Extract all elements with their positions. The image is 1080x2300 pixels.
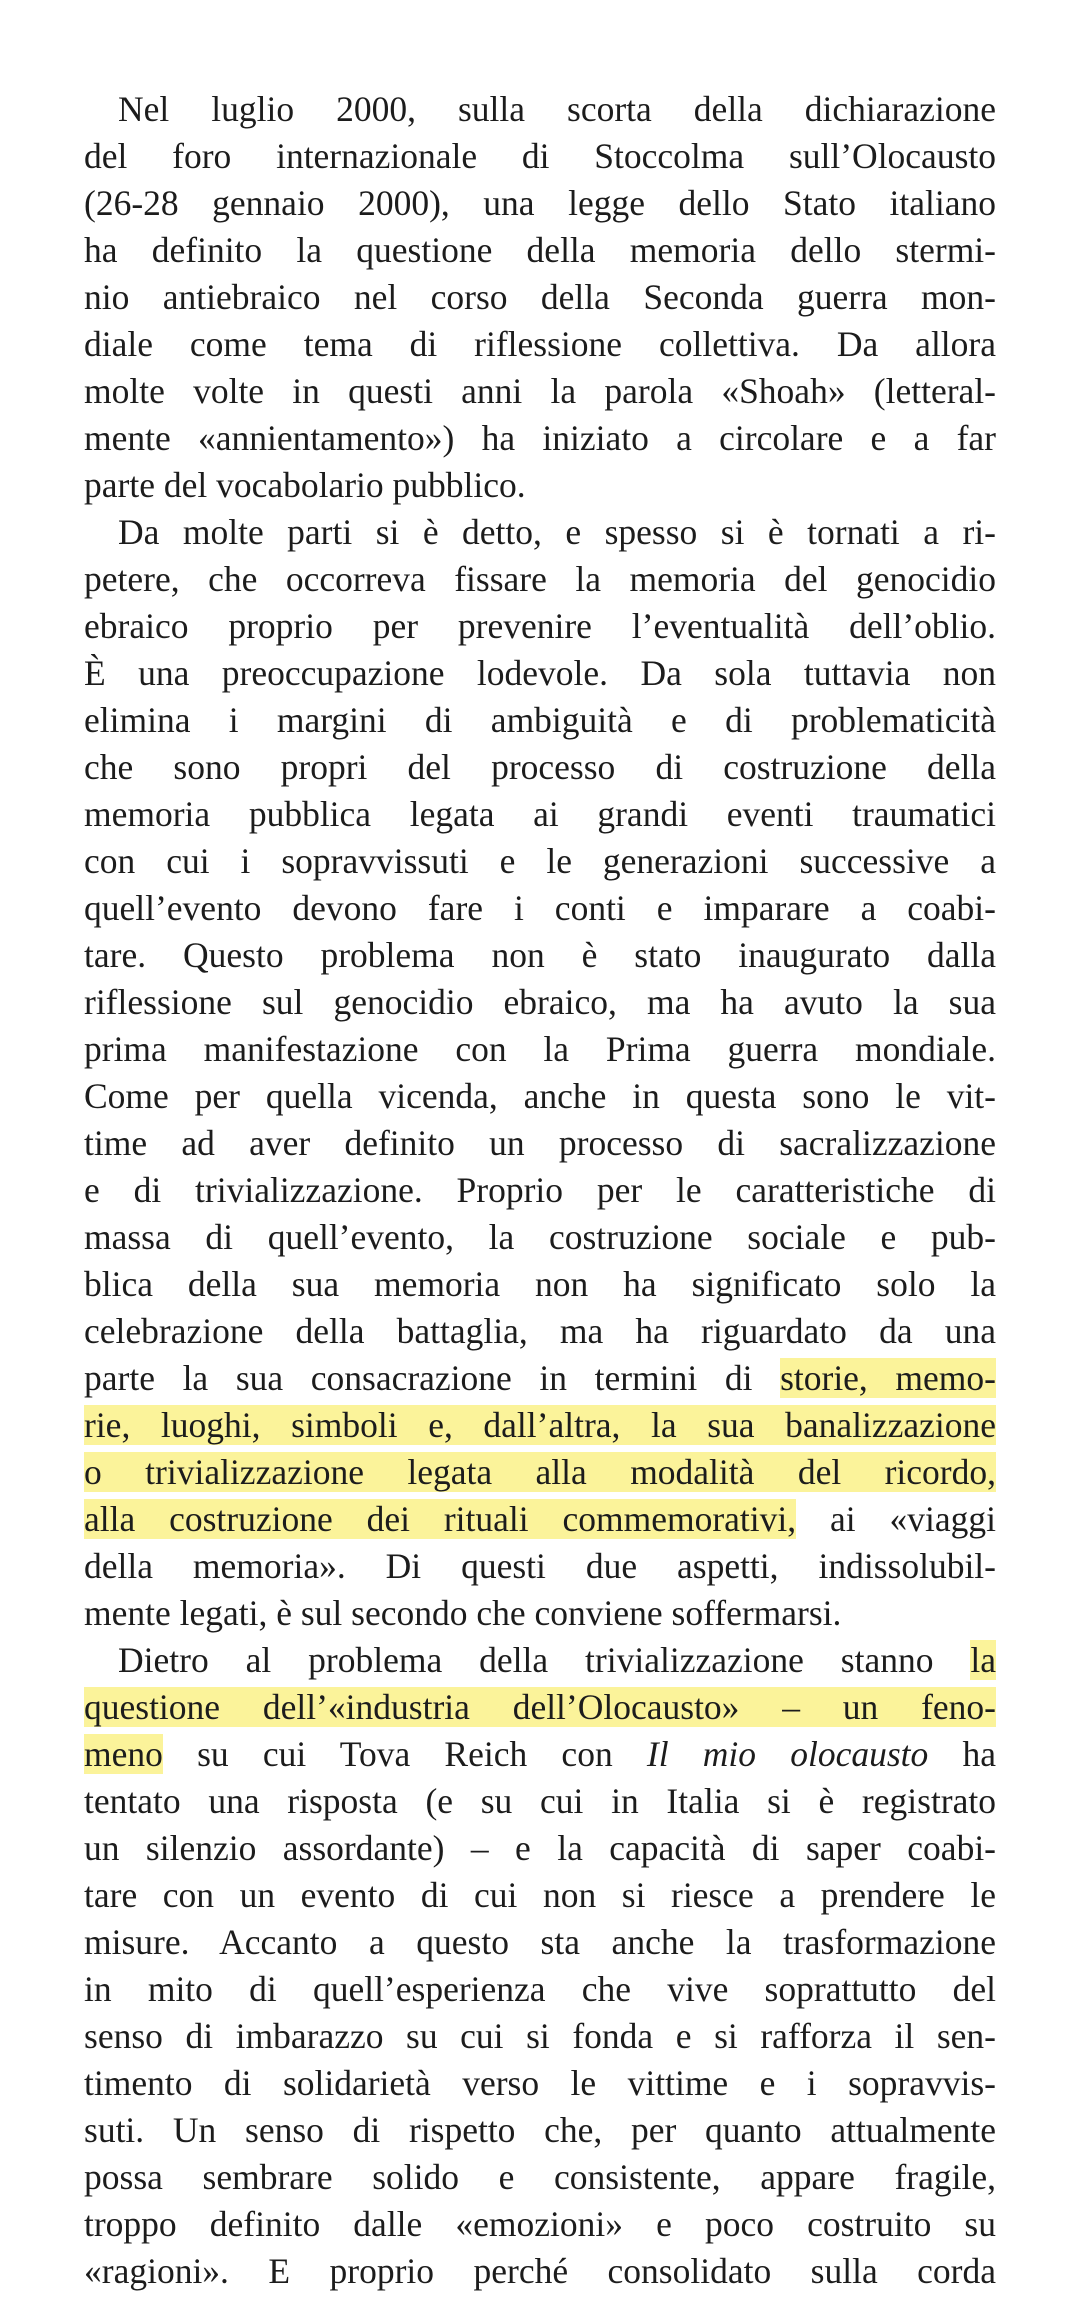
text-segment: «ragioni». E proprio perché consolidato sulla corda (84, 2251, 996, 2291)
text-line (84, 2248, 996, 2295)
text-segment: timento di solidarietà verso le vittime e i sopravvis- (84, 2063, 996, 2103)
text-line (84, 180, 996, 227)
text-line (84, 2201, 996, 2248)
text-line (84, 1214, 996, 1261)
paragraph (84, 1637, 996, 2295)
paragraph (84, 509, 996, 1637)
text-line (84, 86, 996, 133)
text-line (84, 1073, 996, 1120)
text-segment: diale come tema di riflessione collettiva. Da allora (84, 324, 996, 364)
text-line (84, 1120, 996, 1167)
text-segment: Dietro al problema della trivializzazione stanno (118, 1640, 971, 1680)
text-line (84, 1402, 996, 1449)
text-line (84, 1919, 996, 1966)
text-segment: Da molte parti si è detto, e spesso si è tornati a ri- (118, 512, 996, 552)
text-line (84, 133, 996, 180)
text-segment: suti. Un senso di rispetto che, per quanto attualmente (84, 2110, 996, 2150)
text-line (84, 2107, 996, 2154)
text-segment: ha (928, 1734, 996, 1774)
text-line (84, 838, 996, 885)
text-segment: prima manifestazione con la Prima guerra mondiale. (84, 1029, 996, 1069)
text-line (84, 697, 996, 744)
text-segment: nio antiebraico nel corso della Seconda guerra mon- (84, 277, 996, 317)
paragraph (84, 86, 996, 509)
text-line (84, 556, 996, 603)
text-segment: della memoria». Di questi due aspetti, indissolubil- (84, 1546, 996, 1586)
text-segment: (26-28 gennaio 2000), una legge dello Stato italiano (84, 183, 996, 223)
text-line (84, 1308, 996, 1355)
text-line (84, 932, 996, 979)
text-segment: petere, che occorreva fissare la memoria del genocidio (84, 559, 996, 599)
text-segment: blica della sua memoria non ha significato solo la (84, 1264, 996, 1304)
text-segment: quell’evento devono fare i conti e imparare a coabi- (84, 888, 996, 928)
text-segment: mente «annientamento») ha iniziato a circolare e a far (84, 418, 996, 458)
italic-title: Il mio olocausto (646, 1734, 929, 1774)
text-line (84, 274, 996, 321)
text-segment: mente legati, è sul secondo che conviene soffermarsi. (84, 1593, 842, 1633)
text-line (84, 885, 996, 932)
text-segment: con cui i sopravvissuti e le generazioni successive a (84, 841, 996, 881)
text-line (84, 1167, 996, 1214)
text-segment: È una preoccupazione lodevole. Da sola tuttavia non (84, 653, 996, 693)
text-segment: riflessione sul genocidio ebraico, ma ha avuto la sua (84, 982, 996, 1022)
text-line (84, 321, 996, 368)
text-line (84, 1590, 996, 1637)
reader-page (84, 86, 996, 2295)
text-segment: ha definito la questione della memoria dello stermi- (84, 230, 996, 270)
text-segment: tare. Questo problema non è stato inaugurato dalla (84, 935, 996, 975)
text-segment: memoria pubblica legata ai grandi eventi traumatici (84, 794, 996, 834)
highlighted-text: storie, memo- (780, 1358, 996, 1398)
text-segment: del foro internazionale di Stoccolma sull’Olocausto (84, 136, 996, 176)
text-line (84, 791, 996, 838)
text-segment: su cui Tova Reich con (162, 1734, 647, 1774)
text-line (84, 1825, 996, 1872)
highlighted-text: rie, luoghi, simboli e, dall’altra, la sua banalizzazione (84, 1405, 996, 1445)
highlighted-text: meno (84, 1734, 163, 1774)
text-line (84, 2060, 996, 2107)
text-line (84, 1966, 996, 2013)
text-line (84, 2013, 996, 2060)
text-line (84, 509, 996, 556)
text-segment: parte la sua consacrazione in termini di (84, 1358, 781, 1398)
highlighted-text: la (970, 1640, 996, 1680)
text-line (84, 744, 996, 791)
text-segment: parte del vocabolario pubblico. (84, 465, 526, 505)
text-line (84, 650, 996, 697)
text-line (84, 1449, 996, 1496)
text-line (84, 1261, 996, 1308)
text-line (84, 2154, 996, 2201)
text-line (84, 462, 996, 509)
text-line (84, 1026, 996, 1073)
text-segment: molte volte in questi anni la parola «Shoah» (letteral- (84, 371, 996, 411)
text-segment: e di trivializzazione. Proprio per le caratteristiche di (84, 1170, 996, 1210)
text-line (84, 415, 996, 462)
text-segment: tentato una risposta (e su cui in Italia si è registrato (84, 1781, 996, 1821)
text-line (84, 1731, 996, 1778)
text-segment: ai «viaggi (796, 1499, 996, 1539)
text-line (84, 1496, 996, 1543)
text-segment: misure. Accanto a questo sta anche la trasformazione (84, 1922, 996, 1962)
text-line (84, 1355, 996, 1402)
text-line (84, 227, 996, 274)
text-segment: Come per quella vicenda, anche in questa sono le vit- (84, 1076, 996, 1116)
text-line (84, 603, 996, 650)
text-segment: troppo definito dalle «emozioni» e poco costruito su (84, 2204, 996, 2244)
text-segment: ebraico proprio per prevenire l’eventualità dell’oblio. (84, 606, 996, 646)
text-line (84, 1543, 996, 1590)
highlighted-text: questione dell’«industria dell’Olocausto» – un feno- (84, 1687, 996, 1727)
highlighted-text: alla costruzione dei rituali commemorativi, (84, 1499, 797, 1539)
text-segment: un silenzio assordante) – e la capacità di saper coabi- (84, 1828, 996, 1868)
text-segment: elimina i margini di ambiguità e di problematicità (84, 700, 996, 740)
text-line (84, 1778, 996, 1825)
text-body (84, 86, 996, 2295)
text-line (84, 1684, 996, 1731)
text-line (84, 368, 996, 415)
text-segment: time ad aver definito un processo di sacralizzazione (84, 1123, 996, 1163)
text-segment: massa di quell’evento, la costruzione sociale e pub- (84, 1217, 996, 1257)
text-line (84, 979, 996, 1026)
text-line (84, 1872, 996, 1919)
text-segment: tare con un evento di cui non si riesce a prendere le (84, 1875, 996, 1915)
text-segment: senso di imbarazzo su cui si fonda e si rafforza il sen- (84, 2016, 996, 2056)
text-segment: possa sembrare solido e consistente, appare fragile, (84, 2157, 996, 2197)
text-segment: che sono propri del processo di costruzione della (84, 747, 996, 787)
text-segment: celebrazione della battaglia, ma ha riguardato da una (84, 1311, 996, 1351)
text-line (84, 1637, 996, 1684)
highlighted-text: o trivializzazione legata alla modalità del ricordo, (84, 1452, 996, 1492)
text-segment: in mito di quell’esperienza che vive soprattutto del (84, 1969, 996, 2009)
text-segment: Nel luglio 2000, sulla scorta della dichiarazione (118, 89, 996, 129)
